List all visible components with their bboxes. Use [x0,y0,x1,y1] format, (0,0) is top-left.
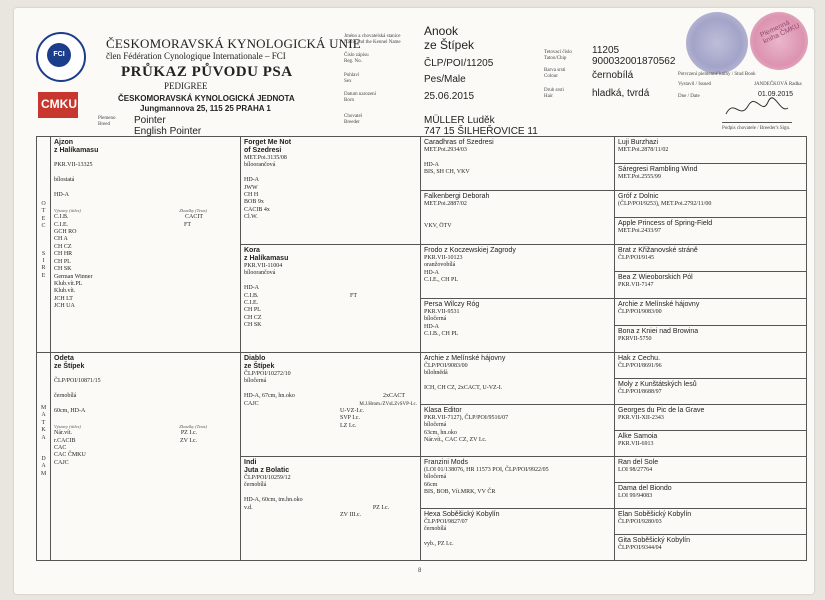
org-membership: člen Fédération Cynologique Internationale – FCI [106,51,286,61]
birth-date: 25.06.2015 [424,91,475,102]
gen3-cell-4: Persa Wilczy Róg PKR.VII-9531 bíločerná HD-A C.I.B., CH PL [421,299,615,353]
date-label: Dne / Date [678,94,700,99]
registration-number: ČLP/POI/11205 [424,58,494,69]
stud-book-label: Potvrzení plemenné knihy / Stud Book [678,72,756,77]
club-address: Jungmannova 25, 115 25 PRAHA 1 [140,104,271,113]
breed-cz: Pointer [134,115,166,126]
breeder-address: 747 15 ŠILHEŘOVICE 11 [424,126,538,137]
gen3-cell-5: Archie z Melínské hájovny ČLP/POI/9083/00 bílohnědá ICH, CH CZ, 2xCACT, U-VZ-I. [421,353,615,405]
document-subtitle: PEDIGREE [164,81,208,91]
stamp-seal [686,12,748,74]
stud-book-seal: Plemenná kniha ČMKU [750,12,808,70]
gen4-cell-2: Sáregresi Rambling Wind MET.Poi.2555/99 [615,164,807,191]
mother-side-label: M A T K A D A M [37,353,51,561]
cmku-logo: CMKU [38,92,78,118]
gen4-cell-15: Elan Soběšický Kobylín ČLP/POI/9280/03 [615,509,807,535]
breeder-name: MÜLLER Luděk [424,115,495,126]
tattoo-label: Tetovací číslo Tatoo/Chip [544,50,572,61]
issue-date: 01.09.2015 [758,91,794,98]
sire-cell: Ajzon z Halíkamasu PKR.VII-13325 bílostatá HD-A Výstavy (titles) Zkoušky (Tests) C.I.B. CACIT C.I.E. FT GCH RO CH A CH CZ CH HR CH PL CH SK German Winner Klub.vít.PL Klub.vít. JCH LT JCH UA [51,137,241,353]
gen3-cell-2: Falkenbergi Deborah MET.Poi.2887/02 VKV, ÖTV [421,191,615,245]
gen4-cell-6: Bea Z Wieoborskich Pól PKR.VII-7147 [615,272,807,299]
gen4-cell-12: Alke Samoia PKR.VII-6913 [615,431,807,457]
hair-value: hladká, tvrdá [592,88,650,99]
gen3-cell-3: Frodo z Koczewskiej Zagrody PKR.VII-10123 oranžovobílá HD-A C.I.E., CH PL [421,245,615,299]
sex-value: Pes/Male [424,74,466,85]
dam-dam-cell: Indi Juta z Bolatic ČLP/POI/10259/12 černobílá HD-A, 60cm, tm.hn.oko v.d. PZ I.c. ZV III.c. [241,457,421,561]
dog-name: Anook ze Štípek [424,24,475,52]
gen4-cell-4: Apple Princess of Spring-Field MET.Poi.2433/97 [615,218,807,245]
issued-label: Vystavil / Issued [678,82,712,87]
name-label: Jméno a chovatelská stanice Name and the Kennel Name [344,34,401,45]
gen4-cell-13: Ran del Sole LOI 98/27764 [615,457,807,483]
fci-logo: FCI [36,32,86,82]
signature [722,100,792,123]
gen4-cell-5: Brat z Křižanovské stráně ČLP/POI/9145 [615,245,807,272]
gen4-cell-10: Moly z Kunštátských lesů ČLP/POI/8688/97 [615,379,807,405]
reg-label: Číslo zápisu Reg. No. [344,53,369,64]
gen4-cell-11: Georges du Pic de la Grave PKR.VII-XII-2343 [615,405,807,431]
hair-label: Druh srsti Hair [544,88,564,99]
gen4-cell-1: Luji Burzhazi MET.Poi.2878/11/02 [615,137,807,164]
breed-label: Plemeno Breed [98,116,116,127]
gen4-cell-16: Gita Soběšický Kobylín ČLP/POI/9344/04 [615,535,807,561]
sex-label: Pohlaví Sex [344,73,360,84]
gen3-cell-8: Hexa Soběšický Kobylín ČLP/POI/9827/07 černobílá vyb., PZ I.c. [421,509,615,561]
gen4-cell-9: Hak z Cechu. ČLP/POI/8691/96 [615,353,807,379]
pedigree-table [36,136,807,561]
gen4-cell-14: Dama del Biondo LOI 99/94083 [615,483,807,509]
gen4-cell-8: Bona z Kniei nad Browina PKRVII-5750 [615,326,807,353]
chip-number: 900032001870562 [592,56,676,67]
gen4-cell-3: Gróf z Dolnic (ČLP/POI/9253), MET.Poi.2792/11/00 [615,191,807,218]
gen4-cell-7: Archie z Melínské hájovny ČLP/POI/9083/00 [615,299,807,326]
breeder-label: Chovatel Breeder [344,114,363,125]
sire-sire-cell: Forget Me Not of Szedresi MET.Poi.3135/08 bíloorančová HD-A JWW CH H BOB 9x CACIB 4x Cl.W. [241,137,421,245]
sire-dam-cell: Kora z Halíkamasu PKR.VII-11004 bíloorančová HD-A C.I.B. FT C.I.E. CH PL CH CZ CH SK [241,245,421,353]
gen3-cell-7: Franzini Mods (LOI 01/138076, HR 11573 POI, ČLP/POI/9922/05 bíločerná 66cm BIS, BOB, Vít.MRK, VV ČR [421,457,615,509]
footer-mark: 8 [418,568,422,574]
color-label: Barva srsti Colour [544,68,566,79]
birth-label: Datum narození Born [344,92,377,103]
color-value: černobílá [592,70,634,81]
dam-sire-cell: Diablo ze Štípek ČLP/POI/10272/10 bíločerná HD-A, 67cm, hn.oko 2xCACT CAJC M.J.Hrom./ZVsLZvSVP-I.c. U-VZ-I.c. SVP I.c. LZ I.c. [241,353,421,457]
father-side-label: O T E C S I R E [37,137,51,353]
tattoo-number: 11205 [592,45,620,56]
org-name: ČESKOMORAVSKÁ KYNOLOGICKÁ UNIE [106,36,361,51]
gen3-cell-1: Caradhras of Szedresi MET.Poi.2934/03 HD-A BIS, SH CH, VKV [421,137,615,191]
issuer-name: JANDEČKOVÁ Radka [754,82,802,87]
club-name: ČESKOMORAVSKÁ KYNOLOGICKÁ JEDNOTA [118,94,295,103]
document-title: PRŮKAZ PŮVODU PSA [121,64,293,80]
breed-en: English Pointer [134,126,202,137]
pedigree-document [14,8,814,594]
gen3-cell-6: Klasa Editor PKR.VII-7127), ČLP/POI/9516/07 bíločerná 63cm, hn.oko Nár.vít., CAC CZ, ZV I.c. [421,405,615,457]
dam-cell: Odeta ze Štípek ČLP/POI/10871/15 černobílá 60cm, HD-A Výstavy (titles) Zkoušky (Tests) Nár.vít. PZ I.c. r.CACIB ZV I.c. CAC CAC ČMKU CAJC [51,353,241,561]
breeder-sign-label: Podpis chovatele / Breeder's Sign. [722,126,791,131]
